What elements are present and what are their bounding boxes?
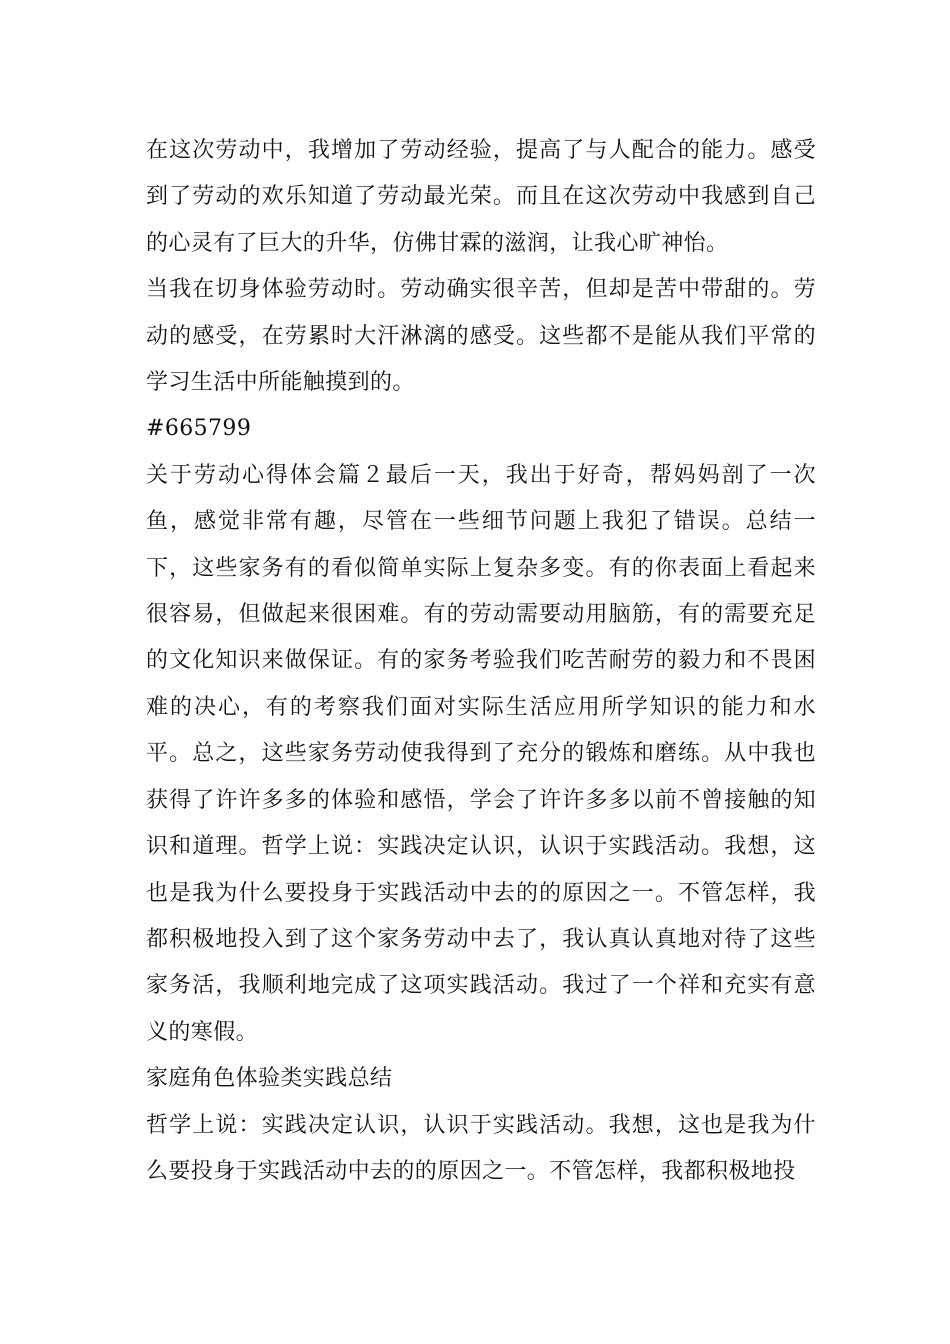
paragraph-housework: 关于劳动心得体会篇２最后一天，我出于好奇，帮妈妈剖了一次鱼，感觉非常有趣，尽管在一些细节问题上我犯了错误。总结一下，这些家务有的看似简单实际上复杂多变。有的你表面上看起来很容易，但做起来很困难。有的劳动需要动用脑筋，有的需要充足的文化知识来做保证。有的家务考验我们吃苦耐劳的毅力和不畏困难的决心，有的考察我们面对实际生活应用所学知识的能力和水平。总之，这些家务劳动使我得到了充分的锻炼和磨练。从中我也获得了许许多多的体验和感悟，学会了许许多多以前不曾接触的知识和道理。哲学上说：实践决定认识，认识于实践活动。我想，这也是我为什么要投身于实践活动中去的的原因之一。不管怎样，我都积极地投入到了这个家务劳动中去了，我认真认真地对待了这些家务活，我顺利地完成了这项实践活动。我过了一个祥和充实有意义的寒假。 <box>146 462 816 1045</box>
paragraph-philosophy: 哲学上说：实践决定认识，认识于实践活动。我想，这也是我为什么要投身于实践活动中去的的原因之一。不管怎样，我都积极地投 <box>146 1112 816 1184</box>
document-page <box>146 128 816 1195</box>
section-heading: 家庭角色体验类实践总结 <box>146 1066 393 1092</box>
paragraph-labor-experience: 在这次劳动中，我增加了劳动经验，提高了与人配合的能力。感受到了劳动的欢乐知道了劳动最光荣。而且在这次劳动中我感到自己的心灵有了巨大的升华，仿佛甘霖的滋润，让我心旷神怡。 <box>146 138 816 256</box>
paragraph-code: #665799 <box>146 416 252 442</box>
paragraph-labor-feeling: 当我在切身体验劳动时。劳动确实很辛苦，但却是苦中带甜的。劳动的感受，在劳累时大汗淋漓的感受。这些都不是能从我们平常的学习生活中所能触摸到的。 <box>146 277 816 396</box>
